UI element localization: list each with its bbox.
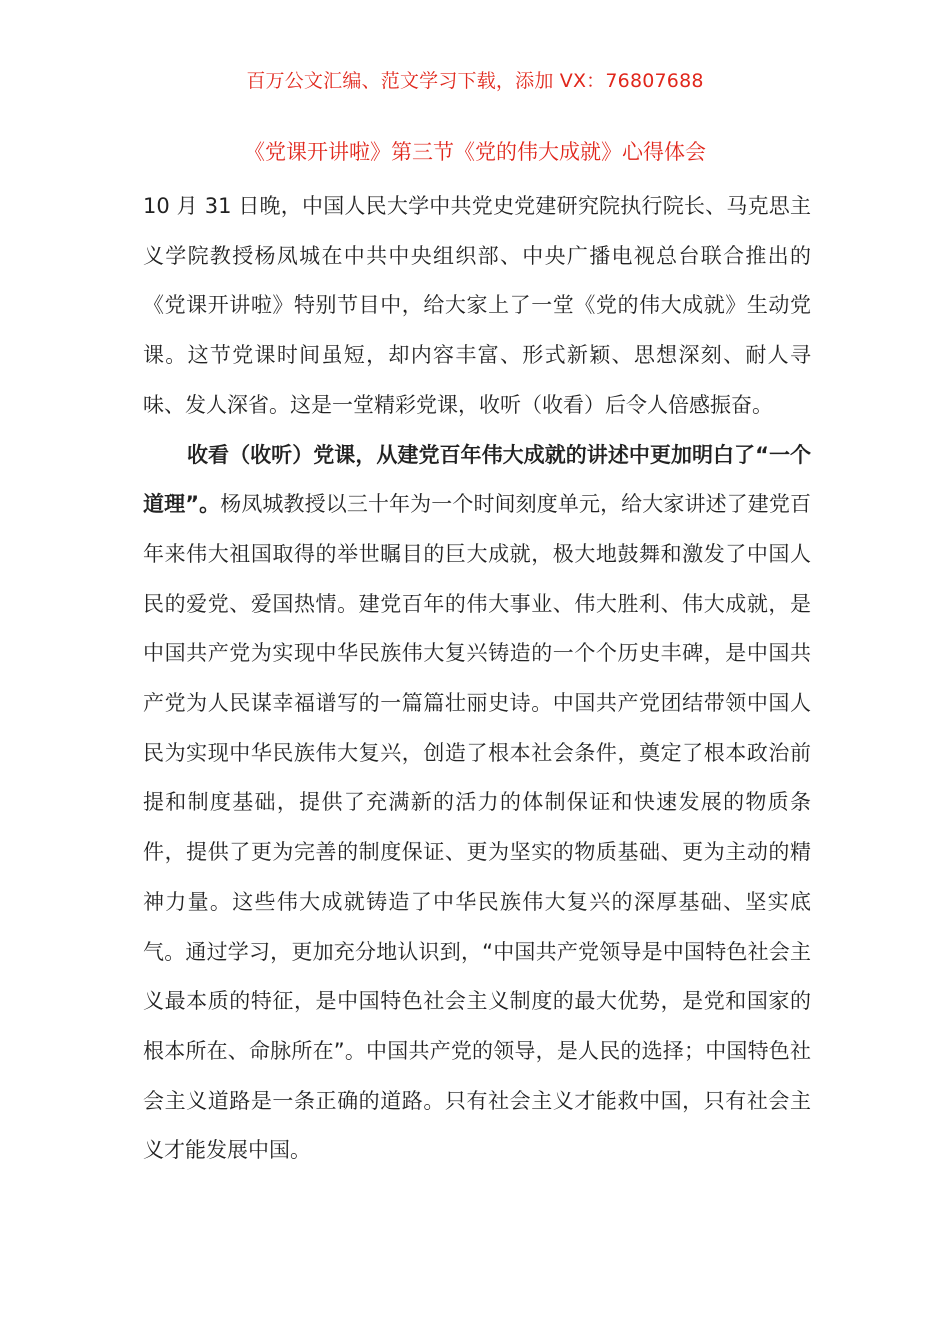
- document-title: 《党课开讲啦》第三节《党的伟大成就》心得体会: [244, 140, 706, 164]
- header-contact-note: 百万公文汇编、范文学习下载，添加 VX：76807688: [246, 70, 704, 92]
- document-body: [143, 182, 811, 1176]
- paragraph-intro: 10 月 31 日晚，中国人民大学中共党史党建研究院执行院长、马克思主义学院教授杨凤城在中共中央组织部、中央广播电视总台联合推出的《党课开讲啦》特别节目中，给大家上了一堂《党的伟大成就》生动党课。这节党课时间虽短，却内容丰富、形式新颖、思想深刻、耐人寻味、发人深省。这是一堂精彩党课，收听（收看）后令人倍感振奋。: [143, 194, 811, 417]
- paragraph-main: [143, 431, 811, 1177]
- paragraph-main-text: 杨凤城教授以三十年为一个时间刻度单元，给大家讲述了建党百年来伟大祖国取得的举世瞩目的巨大成就，极大地鼓舞和激发了中国人民的爱党、爱国热情。建党百年的伟大事业、伟大胜利、伟大成就，是中国共产党为实现中华民族伟大复兴铸造的一个个历史丰碑，是中国共产党为人民谋幸福谱写的一篇篇壮丽史诗。中国共产党团结带领中国人民为实现中华民族伟大复兴，创造了根本社会条件，奠定了根本政治前提和制度基础，提供了充满新的活力的体制保证和快速发展的物质条件，提供了更为完善的制度保证、更为坚实的物质基础、更为主动的精神力量。这些伟大成就铸造了中华民族伟大复兴的深厚基础、坚实底气。通过学习，更加充分地认识到，“中国共产党领导是中国特色社会主义最本质的特征，是中国特色社会主义制度的最大优势，是党和国家的根本所在、命脉所在”。中国共产党的领导，是人民的选择；中国特色社会主义道路是一条正确的道路。只有社会主义才能救中国，只有社会主义才能发展中国。: [143, 492, 811, 1163]
- paragraph-main-lead: 收看（收听）党课，从建党百年伟大成就的讲述中更加明白了“一个道理”。: [143, 442, 811, 517]
